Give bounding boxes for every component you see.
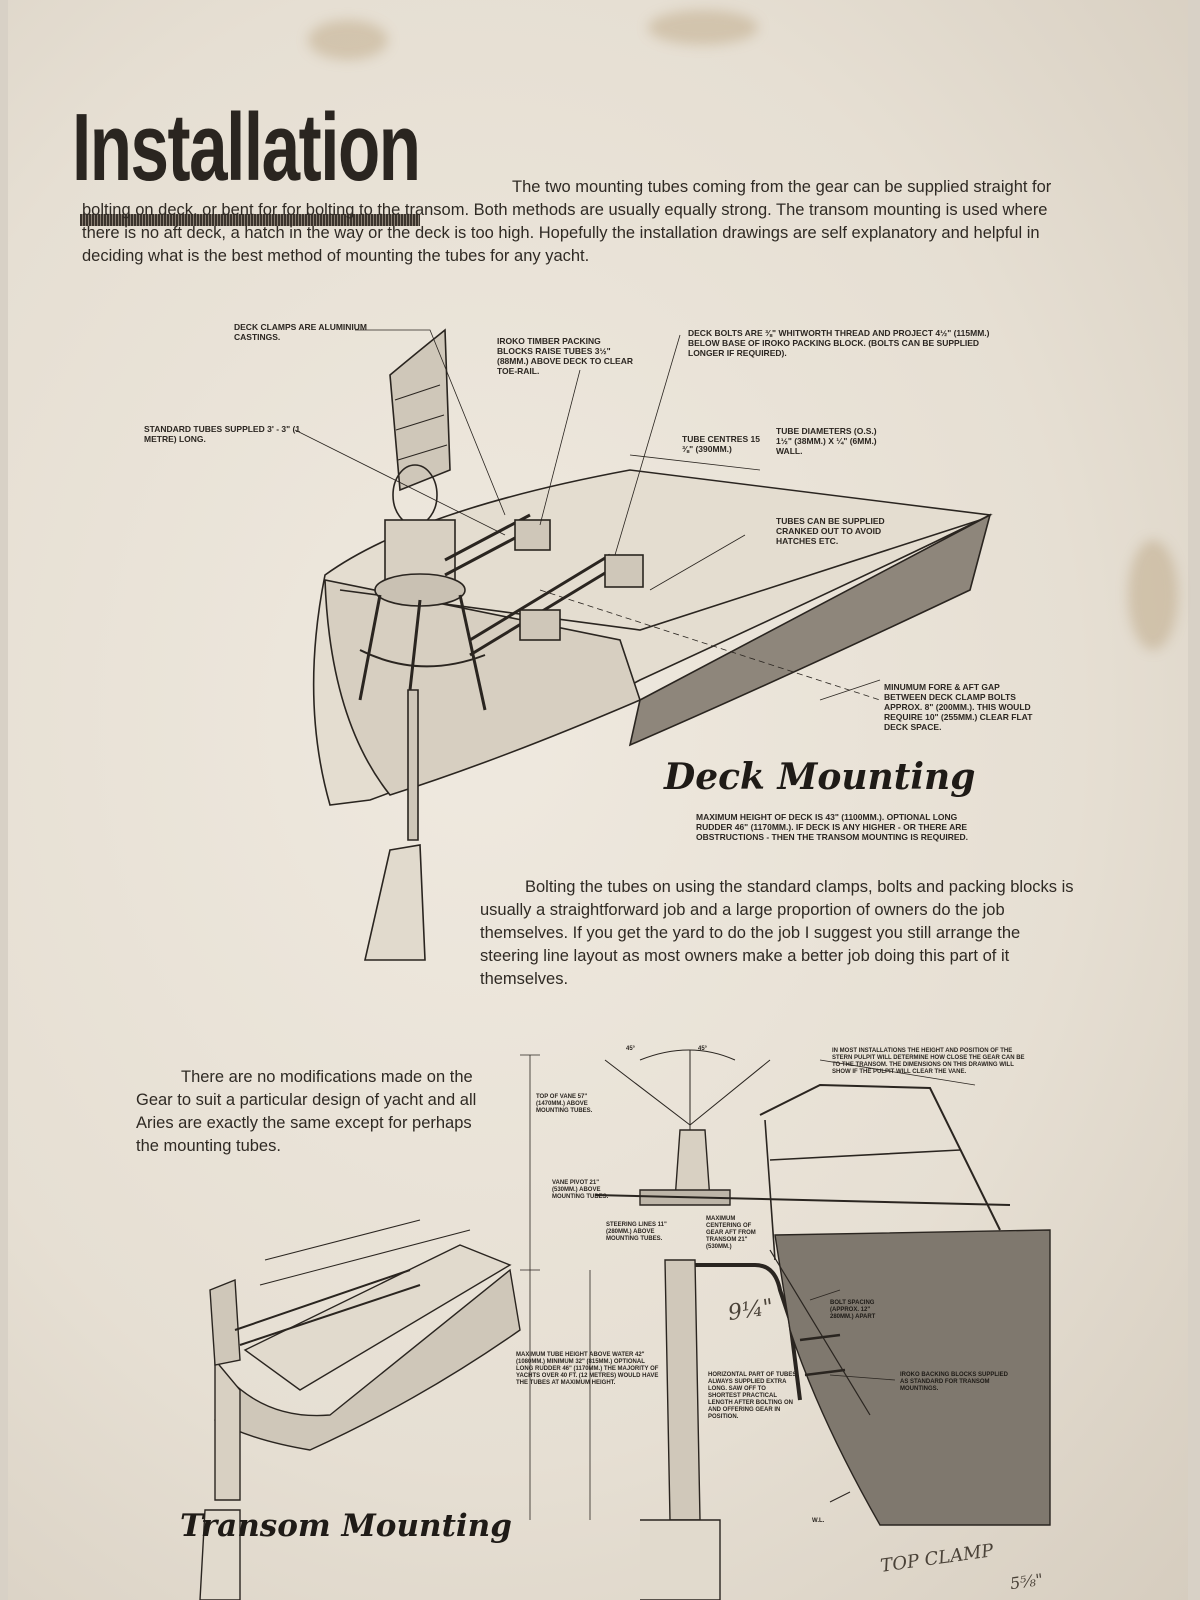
label-angle-left: 45°: [626, 1046, 636, 1052]
label-max-tube-height: MAXIMUM TUBE HEIGHT ABOVE WATER 42" (1080MM.) MINIMUM 32" (815MM.) OPTIONAL LONG RUDDER 46" (1170MM.) THE MAJORITY OF YACHTS OVER 40 FT. (12 METRES) WOULD HAVE THE TUBES AT MAXIMUM HEIGHT.: [516, 1352, 659, 1386]
transom-mounting-drawing: [520, 1050, 1050, 1600]
label-fore-aft-gap: MINUMUM FORE & AFT GAP BETWEEN DECK CLAMP BOLTS APPROX. 8" (200MM.). THIS WOULD REQUIRE 10" (255MM.) CLEAR FLAT DECK SPACE.: [884, 682, 1033, 732]
label-tube-diameters: TUBE DIAMETERS (O.S.) 1½" (38MM.) X ¼" (6MM.) WALL.: [776, 426, 877, 456]
label-max-centering: MAXIMUM CENTERING OF GEAR AFT FROM TRANSOM 21" (530MM.): [706, 1216, 756, 1250]
handwritten-note-measure: 5⅝": [1008, 1569, 1045, 1594]
label-standard-tubes: STANDARD TUBES SUPPLED 3' - 3" (1 METRE) LONG.: [144, 424, 301, 444]
label-iroko-backing: IROKO BACKING BLOCKS SUPPLIED AS STANDARD FOR TRANSOM MOUNTINGS.: [900, 1372, 1009, 1392]
page-title: Installation: [72, 94, 420, 201]
label-deck-clamps: DECK CLAMPS ARE ALUMINIUM CASTINGS.: [234, 322, 368, 342]
label-waterline: W.L.: [812, 1518, 825, 1524]
label-tubes-cranked: TUBES CAN BE SUPPLIED CRANKED OUT TO AVOID HATCHES ETC.: [776, 516, 885, 546]
label-horizontal-tubes: HORIZONTAL PART OF TUBES ALWAYS SUPPLIED EXTRA LONG. SAW OFF TO SHORTEST PRACTICAL LENGTH AFTER BOLTING ON AND OFFERING GEAR IN POSITION.: [708, 1372, 797, 1420]
label-angle-right: 45°: [698, 1046, 708, 1052]
transom-mounting-title: Transom Mounting: [180, 1508, 512, 1544]
deck-height-note: MAXIMUM HEIGHT OF DECK IS 43" (1100MM.). OPTIONAL LONG RUDDER 46" (1170MM.). IF DECK IS ANY HIGHER - OR THERE ARE OBSTRUCTIONS - THEN THE TRANSOM MOUNTING IS REQUIRED.: [696, 812, 968, 842]
label-vane-pivot: VANE PIVOT 21" (530MM.) ABOVE MOUNTING TUBES.: [552, 1180, 609, 1200]
label-iroko-blocks: IROKO TIMBER PACKING BLOCKS RAISE TUBES 3½" (88MM.) ABOVE DECK TO CLEAR TOE-RAIL.: [497, 336, 634, 376]
deck-mounting-drawing: [295, 330, 990, 960]
deck-mounting-title: Deck Mounting: [664, 756, 976, 798]
label-tube-centres: TUBE CENTRES 15 ⅜" (390MM.): [682, 434, 760, 454]
label-top-of-vane: TOP OF VANE 57" (1470MM.) ABOVE MOUNTING TUBES.: [536, 1094, 593, 1114]
label-steering-lines: STEERING LINES 11" (280MM.) ABOVE MOUNTING TUBES.: [606, 1222, 667, 1242]
deck-paragraph: Bolting the tubes on using the standard clamps, bolts and packing blocks is usually a straightforward job and a large proportion of owners do the job themselves. If you get the yard to do the job I suggest you still arrange the steering line layout as most owners make a better job doing this part of it themselves.: [480, 878, 1074, 988]
intro-paragraph: The two mounting tubes coming from the gear can be supplied straight for bolting on deck, or bent for for bolting to the transom. Both methods are usually equally strong. The transom mounting is used where there is no aft deck, a hatch in the way or the deck is too high. Hopefully the installation drawings are self explanatory and helpful in deciding what is the best method of mounting the tubes for any yacht.: [82, 178, 1052, 265]
label-pulpit-note: IN MOST INSTALLATIONS THE HEIGHT AND POSITION OF THE STERN PULPIT WILL DETERMINE HOW CLOSE THE GEAR CAN BE TO THE TRANSOM. THE DIMENSIONS ON THIS DRAWING WILL SHOW IF THE PULPIT WILL CLEAR THE VANE.: [832, 1048, 1025, 1075]
handwritten-note: TOP CLAMP: [879, 1540, 995, 1577]
label-bolt-spacing: BOLT SPACING (APPROX. 12" 280MM.) APART: [830, 1300, 876, 1320]
label-deck-bolts: DECK BOLTS ARE ⅜" WHITWORTH THREAD AND PROJECT 4½" (115MM.) BELOW BASE OF IROKO PACKING BLOCK. (BOLTS CAN BE SUPPLIED LONGER IF REQUIRED).: [688, 328, 990, 358]
handwritten-dimension: 9¼": [726, 1294, 775, 1327]
transom-paragraph: There are no modifications made on the Gear to suit a particular design of yacht and all Aries are exactly the same except for perhaps the mounting tubes.: [136, 1068, 477, 1155]
